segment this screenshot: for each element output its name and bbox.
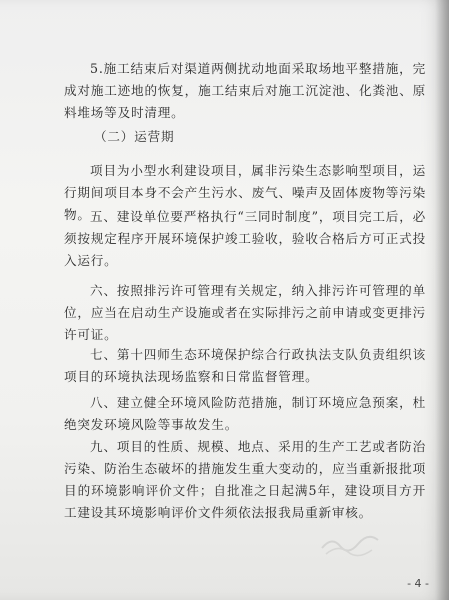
paragraph-item-nine: 九、项目的性质、规模、地点、采用的生产工艺或者防治污染、防治生态破坏的措施发生重大变动的，应当重新报批项目的环境影响评价文件；自批准之日起满5年，建设项目方开工建设其环境影响评价文件须依法报我局重新审核。 [64,439,426,520]
paragraph-construction-cleanup: 5.施工结束后对渠道两侧扰动地面采取场地平整措施，完成对施工迹地的恢复，施工结束后对施工沉淀池、化粪池、原料堆场等及时清理。 [64,61,426,120]
page-edge-shadow [435,0,449,600]
page-number: - 4 - [407,577,429,590]
paragraph-item-seven: 七、第十四师生态环境保护综合行政执法支队负责组织该项目的环境执法现场监察和日常监督管理。 [64,347,426,384]
paragraph-item-five: 五、建设单位要严格执行“三同时制度”，项目完工后，必须按规定程序开展环境保护竣工验收，验收合格后方可正式投入运行。 [64,209,426,268]
paragraph-operation-description: 项目为小型水利建设项目，属非污染生态影响型项目，运行期间项目本身不会产生污水、废气、噪声及固体废物等污染物。 [64,163,426,222]
paragraph-item-eight: 八、建立健全环境风险防范措施，制订环境应急预案，杜绝突发环境风险等事故发生。 [64,395,426,432]
section-heading-operation-period: （二）运营期 [94,129,175,144]
faint-stamp-mark [318,530,382,558]
paragraph-item-six: 六、按照排污许可管理有关规定，纳入排污许可管理的单位，应当在启动生产设施或者在实际排污之前申请或变更排污许可证。 [64,283,426,342]
